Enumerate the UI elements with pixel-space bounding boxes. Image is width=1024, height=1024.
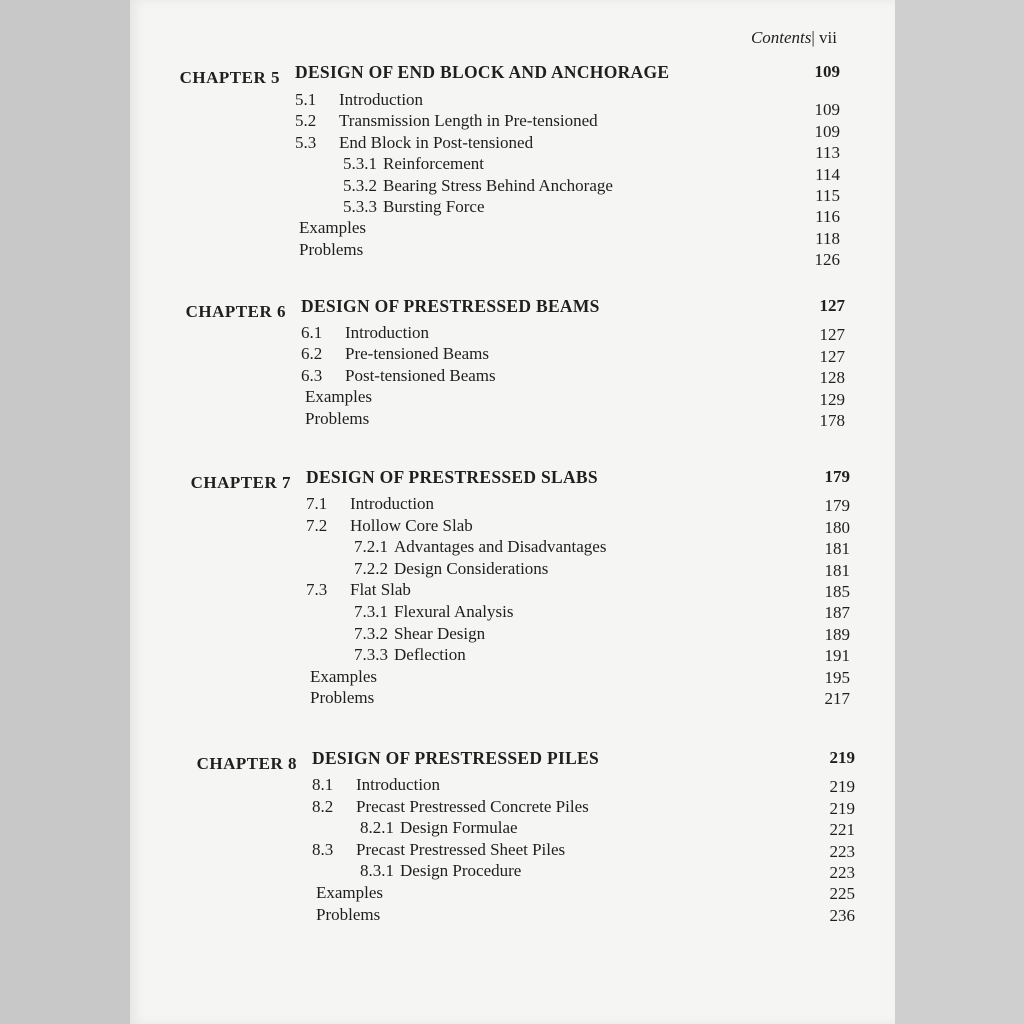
toc-entry <box>312 840 565 860</box>
toc-entry <box>299 218 366 238</box>
toc-entry-number: 7.2.1 <box>354 537 388 557</box>
toc-page-number: 219 <box>829 777 855 797</box>
toc-entry-label: Pre-tensioned Beams <box>345 344 489 364</box>
toc-entry <box>316 905 380 925</box>
toc-entry <box>301 344 489 364</box>
toc-entry <box>310 667 377 687</box>
chapter-title: DESIGN OF END BLOCK AND ANCHORAGE <box>295 62 670 82</box>
book-page <box>130 0 895 1024</box>
toc-entry-number: 5.3 <box>295 132 317 152</box>
toc-entry-number: 7.3.3 <box>354 645 388 665</box>
toc-page-number: 113 <box>815 143 840 163</box>
toc-page-number: 179 <box>824 496 850 516</box>
toc-page-number: 225 <box>829 884 855 904</box>
toc-entry <box>312 797 589 817</box>
running-head: Contents| vii <box>750 28 837 47</box>
background-left <box>0 0 130 1024</box>
toc-entry <box>306 580 411 600</box>
toc-entry-number: 5.1 <box>295 90 317 109</box>
chapter-start-page: 219 <box>829 748 855 767</box>
toc-entry-label: Examples <box>316 883 384 902</box>
toc-page-number: 221 <box>829 820 855 840</box>
toc-entry-label: Problems <box>310 688 375 708</box>
toc-entry-label: Introduction <box>356 775 441 794</box>
chapter-number: CHAPTER 6 <box>185 302 286 321</box>
background-right <box>895 0 1024 1024</box>
toc-page-number: 223 <box>829 841 855 861</box>
toc-entry-label: Precast Prestressed Concrete Piles <box>356 796 589 816</box>
toc-page-number: 185 <box>824 582 850 601</box>
toc-page-number: 109 <box>814 100 840 120</box>
toc-entry-label: Flat Slab <box>350 580 411 600</box>
toc-entry <box>310 688 374 708</box>
toc-page-number: 180 <box>824 517 850 537</box>
toc-page-number: 115 <box>815 186 840 205</box>
chapter-number: CHAPTER 8 <box>196 754 297 773</box>
toc-entry-number: 7.3.2 <box>354 623 388 643</box>
toc-entry-number: 7.2.2 <box>354 558 388 578</box>
toc-page-number: 189 <box>824 624 850 644</box>
toc-page-number: 126 <box>814 250 840 270</box>
toc-entry-number: 5.3.1 <box>343 154 377 174</box>
toc-entry-number: 5.3.2 <box>343 175 377 195</box>
toc-entry-label: Post-tensioned Beams <box>345 365 496 385</box>
toc-page-number: 114 <box>815 164 840 184</box>
toc-entry <box>354 537 606 557</box>
toc-entry-number: 6.2 <box>301 344 323 364</box>
toc-entry-number: 8.1 <box>312 775 334 794</box>
toc-page-number: 223 <box>829 863 855 882</box>
toc-page-number: 191 <box>824 646 850 666</box>
toc-entry-number: 5.3.3 <box>343 197 377 216</box>
toc-entry <box>360 861 521 881</box>
toc-entry-label: Examples <box>305 387 373 407</box>
toc-entry-label: Deflection <box>394 645 466 665</box>
toc-entry-label: Bearing Stress Behind Anchorage <box>383 175 613 195</box>
chapter-title: DESIGN OF PRESTRESSED PILES <box>312 748 600 768</box>
toc-page-number: 178 <box>819 411 845 430</box>
toc-entry <box>360 818 518 838</box>
toc-entry-label: Reinforcement <box>383 154 485 174</box>
toc-page-number: 219 <box>829 798 855 818</box>
toc-entry <box>299 240 363 260</box>
running-head-title: Contents <box>750 28 812 47</box>
toc-page-number: 129 <box>819 389 845 409</box>
toc-entry-number: 8.2 <box>312 796 334 816</box>
toc-entry <box>301 366 496 386</box>
toc-entry-label: Introduction <box>350 494 435 513</box>
chapter-start-page: 127 <box>819 296 845 315</box>
toc-entry-label: Advantages and Disadvantages <box>394 537 607 557</box>
toc-entry-label: Problems <box>299 239 364 259</box>
toc-entry <box>343 197 485 217</box>
toc-entry-label: Design Formulae <box>400 818 518 838</box>
running-head-page-number: vii <box>819 28 837 47</box>
toc-page-number: 217 <box>824 689 850 708</box>
toc-page-number: 128 <box>819 368 845 388</box>
toc-entry <box>295 111 598 131</box>
toc-page-number: 127 <box>819 346 845 366</box>
toc-entry-label: Design Procedure <box>400 861 522 881</box>
toc-entry <box>354 624 485 644</box>
toc-entry <box>312 775 440 795</box>
toc-entry-label: Shear Design <box>394 623 486 643</box>
chapter-number: CHAPTER 7 <box>190 473 291 492</box>
toc-entry-label: Examples <box>299 218 367 238</box>
toc-entry-label: End Block in Post-tensioned <box>339 132 534 152</box>
toc-entry-number: 7.1 <box>306 494 328 513</box>
toc-entry-label: Flexural Analysis <box>394 602 514 621</box>
chapter-title: DESIGN OF PRESTRESSED SLABS <box>306 467 598 487</box>
toc-page-number: 187 <box>824 603 850 623</box>
toc-entry-number: 7.2 <box>306 515 328 535</box>
toc-entry-number: 8.3 <box>312 839 334 859</box>
toc-entry <box>316 883 383 903</box>
toc-entry-label: Problems <box>305 408 370 428</box>
chapter-title: DESIGN OF PRESTRESSED BEAMS <box>301 296 600 316</box>
toc-entry-label: Design Considerations <box>394 558 549 578</box>
toc-entry <box>295 133 533 153</box>
toc-page-number: 181 <box>824 539 850 559</box>
toc-entry-number: 6.1 <box>301 323 323 342</box>
toc-entry-number: 7.3.1 <box>354 602 388 621</box>
toc-entry-number: 7.3 <box>306 580 328 600</box>
toc-page-number: 118 <box>815 228 840 248</box>
chapter-start-page: 179 <box>824 467 850 486</box>
toc-entry <box>305 409 369 429</box>
toc-entry <box>306 516 473 536</box>
toc-page-number: 109 <box>814 121 840 141</box>
toc-entry <box>301 323 429 343</box>
toc-entry-label: Introduction <box>345 323 430 342</box>
toc-entry-label: Transmission Length in Pre-tensioned <box>339 111 598 131</box>
toc-page-number: 127 <box>819 325 845 345</box>
toc-entry-label: Bursting Force <box>383 197 485 216</box>
toc-entry <box>354 559 548 579</box>
chapter-start-page: 109 <box>814 62 840 81</box>
toc-page-number: 236 <box>829 905 855 925</box>
toc-entry <box>306 494 434 514</box>
toc-entry-label: Introduction <box>339 90 424 109</box>
toc-entry-number: 6.3 <box>301 365 323 385</box>
toc-entry-number: 8.3.1 <box>360 861 394 881</box>
toc-page-number: 181 <box>824 560 850 580</box>
toc-page-number: 116 <box>815 207 840 227</box>
chapter-number: CHAPTER 5 <box>179 68 280 87</box>
toc-entry <box>343 154 484 174</box>
toc-page-number: 195 <box>824 667 850 687</box>
toc-entry <box>343 176 613 196</box>
toc-entry-label: Examples <box>310 666 378 686</box>
toc-entry <box>354 602 513 622</box>
toc-entry-label: Hollow Core Slab <box>350 515 473 535</box>
toc-entry-label: Precast Prestressed Sheet Piles <box>356 839 566 859</box>
toc-entry <box>305 387 372 407</box>
toc-entry <box>354 645 466 665</box>
toc-entry-label: Problems <box>316 904 381 924</box>
toc-entry-number: 8.2.1 <box>360 818 394 838</box>
toc-entry <box>295 90 423 110</box>
toc-entry-number: 5.2 <box>295 111 317 131</box>
